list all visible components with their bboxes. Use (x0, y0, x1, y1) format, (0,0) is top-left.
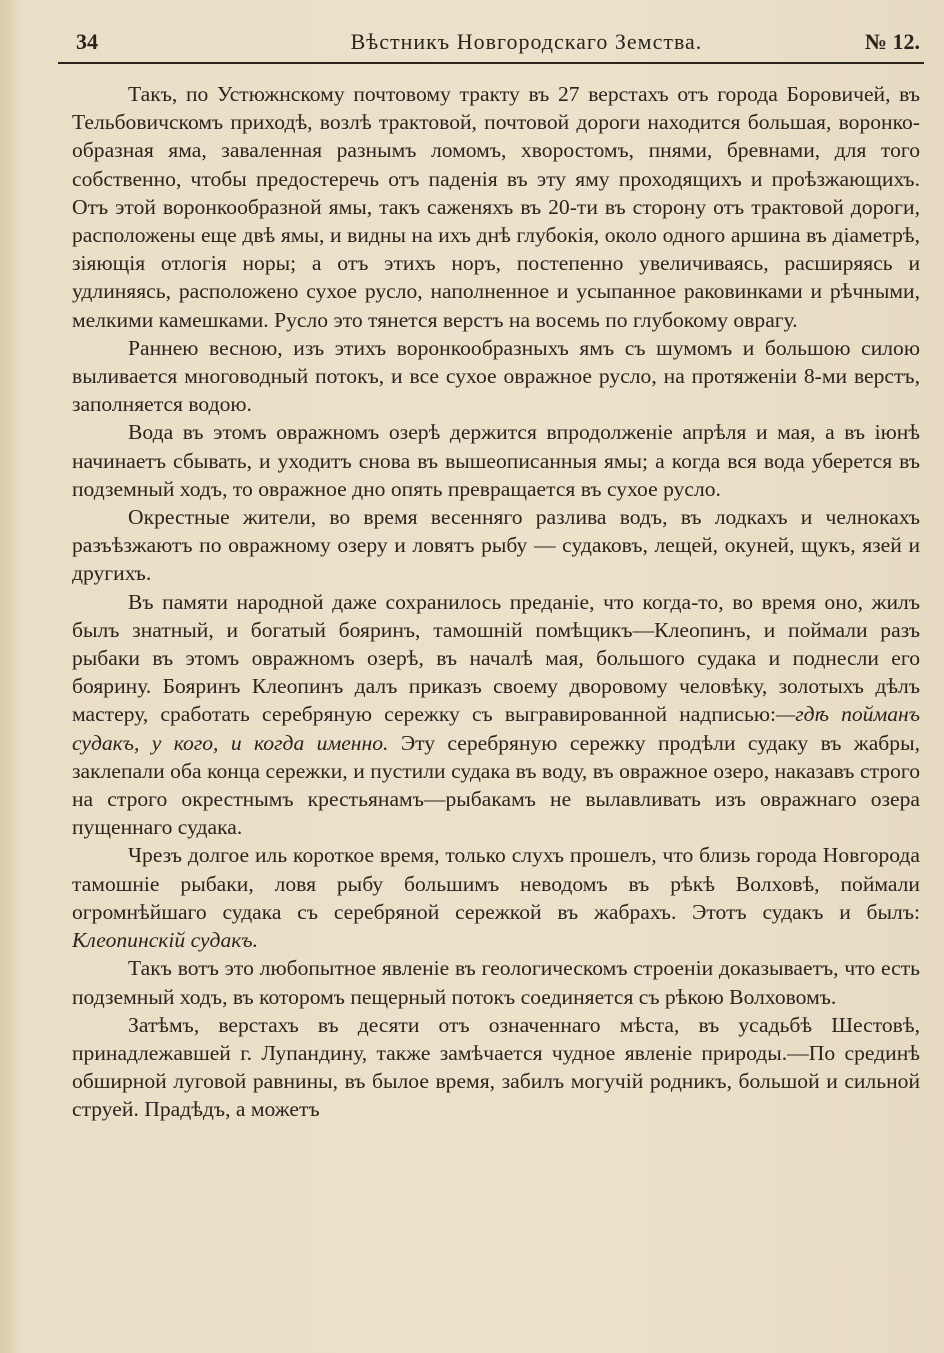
page-number: 34 (76, 29, 98, 54)
page-header (58, 22, 924, 64)
paragraph: Затѣмъ, верстахъ въ десяти отъ означеннаго мѣста, въ усадьбѣ Шестовѣ, принадлежавшей г. Лупандину, также замѣчается чудное явленіе природы.—По срединѣ обширной луговой равнины, въ былое время, забилъ могучій родникъ, большой и сильной струей. Прадѣдъ, а можетъ (72, 1012, 920, 1122)
paragraph: Такъ, по Устюжнскому почтовому тракту въ 27 верстахъ отъ города Боровичей, въ Тельбовичскомъ приходѣ, возлѣ трактовой, почтовой дороги находится большая, воронко-образная яма, заваленная разнымъ ломомъ, хворостомъ, пнями, бревнами, для того собственно, чтобы предостеречь отъ паденія въ эту яму проходящихъ и проѣзжающихъ. Отъ этой воронкообразной ямы, такъ саженяхъ въ 20-ти въ сторону отъ трактовой дороги, расположены еще двѣ ямы, и видны на ихъ днѣ глубокія, около одного аршина въ діаметрѣ, зіяющія отлогія норы; а отъ этихъ норъ, постепенно увеличиваясь, расширяясь и удлиняясь, расположено сухое русло, наполненное и усыпанное раковинками и рѣчными, мелкими камешками. Русло это тянется верстъ на восемь по глубокому оврагу. (72, 82, 920, 332)
paragraph: Вода въ этомъ овражномъ озерѣ держится впродолженіе апрѣля и мая, а въ іюнѣ начинаетъ сбывать, и уходитъ снова въ вышеописанныя ямы; а когда вся вода уберется въ подземный ходъ, то овражное дно опять превращается въ сухое русло. (72, 420, 920, 501)
paragraph: Такъ вотъ это любопытное явленіе въ геологическомъ строеніи доказываетъ, что есть подземный ходъ, въ которомъ пещерный потокъ соединяется съ рѣкою Волховомъ. (72, 956, 920, 1009)
paragraph: Чрезъ долгое иль короткое время, только слухъ прошелъ, что близь города Новгорода тамошніе рыбаки, ловя рыбу большимъ неводомъ въ рѣкѣ Волховѣ, поймали огромнѣйшаго судака съ серебряной сережкой въ жабрахъ. Этотъ судакъ и былъ: Клеопинскій судакъ. (72, 843, 920, 953)
italic-fish-name: Клеопинскій судакъ. (72, 928, 258, 953)
italic-inscription: —гдѣ пойманъ судакъ, у кого, и когда именно. (72, 702, 920, 755)
issue-number: № 12. (864, 29, 920, 54)
journal-title: Вѣстникъ Новгородскаго Земства. (350, 29, 703, 54)
paragraph: Въ памяти народной даже сохранилось преданіе, что когда-то, во время оно, жилъ былъ знатный, и богатый бояринъ, тамошній помѣщикъ—Клеопинъ, и поймали разъ рыбаки въ этомъ овражномъ озерѣ, въ началѣ мая, большого судака и поднесли его боярину. Бояринъ Клеопинъ далъ приказъ своему дворовому человѣку, золотыхъ дѣлъ мастеру, сработать серебряную сережку съ выгравированной надписью:—гдѣ пойманъ судакъ, у кого, и когда именно. Эту серебряную сережку продѣли судаку въ жабры, заклепали оба конца сережки, и пустили судака въ воду, въ овражное озеро, наказавъ строго на строго окрестнымъ крестьянамъ—рыбакамъ не вылавливать изъ овражнаго озера пущеннаго судака. (72, 589, 920, 840)
paragraph: Окрестные жители, во время весенняго разлива водъ, въ лодкахъ и челнокахъ разъѣзжаютъ по овражному озеру и ловятъ рыбу — судаковъ, лещей, окуней, щукъ, язей и другихъ. (72, 505, 920, 586)
paragraph: Раннею весною, изъ этихъ воронкообразныхъ ямъ съ шумомъ и большою силою выливается многоводный потокъ, и все сухое овражное русло, на протяженіи 8-ми верстъ, заполняется водою. (72, 335, 920, 417)
article-body (72, 80, 920, 1124)
